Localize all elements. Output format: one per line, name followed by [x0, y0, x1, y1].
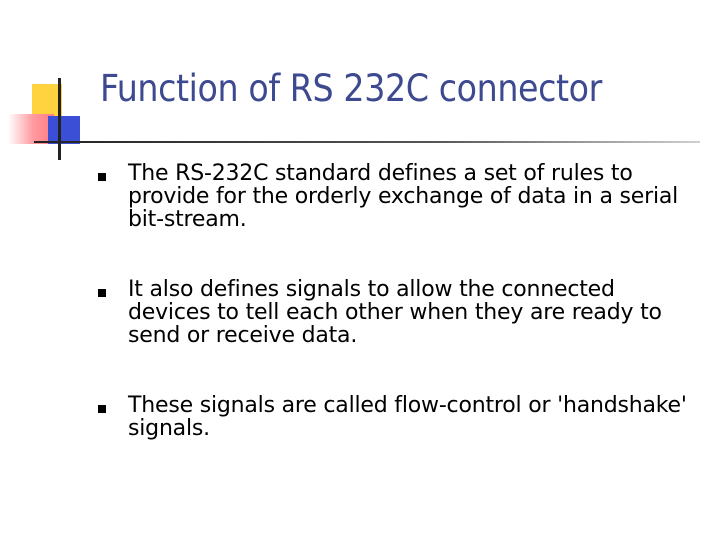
square-bullet-icon [98, 289, 106, 297]
slide-title: Function of RS 232C connector [100, 67, 602, 110]
bullet-text: It also defines signals to allow the connected devices to tell each other when they are ready to send or receive data. [128, 277, 662, 348]
bullet-item [96, 278, 696, 347]
bullet-text: The RS-232C standard defines a set of rules to provide for the orderly exchange of data in a serial bit-stream. [128, 161, 679, 232]
bullet-item [96, 394, 696, 440]
bullet-list [96, 162, 696, 440]
square-bullet-icon [98, 173, 106, 181]
bullet-item [96, 162, 696, 231]
bullet-text: These signals are called flow-control or 'handshake' signals. [128, 393, 687, 441]
logo-blue-square [48, 116, 80, 144]
title-underline [34, 141, 700, 143]
logo-vertical-line [58, 78, 61, 160]
square-bullet-icon [98, 405, 106, 413]
